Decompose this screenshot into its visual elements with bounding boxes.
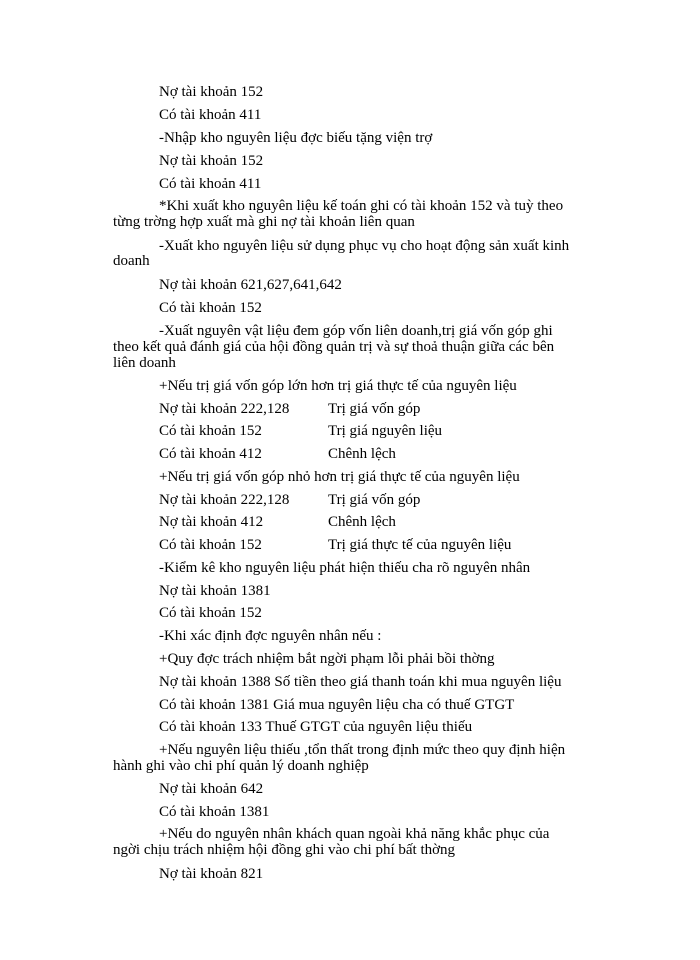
text-line: +Nếu do nguyên nhân khách quan ngoài khả năng khắc phục của <box>159 826 550 842</box>
text-line: Có tài khoản 133 Thuế GTGT của nguyên liệu thiếu <box>159 719 473 735</box>
text-line: Nợ tài khoản 222,128 <box>159 401 290 417</box>
text-line-note: Trị giá nguyên liệu <box>328 423 443 439</box>
text-line: -Xuất kho nguyên liệu sử dụng phục vụ cho hoạt động sản xuất kinh <box>159 238 570 254</box>
text-line: Nợ tài khoản 1381 <box>159 583 271 599</box>
text-line: Có tài khoản 411 <box>159 176 262 192</box>
text-line: +Quy đợc trách nhiệm bắt ngời phạm lỗi phải bồi thờng <box>159 651 495 667</box>
text-line: Có tài khoản 411 <box>159 107 262 123</box>
text-line: Có tài khoản 152 <box>159 537 262 553</box>
text-line: Nợ tài khoản 642 <box>159 781 264 797</box>
text-line-note: Trị giá vốn góp <box>328 492 421 508</box>
text-line: +Nếu nguyên liệu thiếu ,tổn thất trong định mức theo quy định hiện <box>159 742 566 758</box>
text-line: Nợ tài khoản 412 <box>159 514 264 530</box>
text-line-note: Trị giá vốn góp <box>328 401 421 417</box>
text-line: liên doanh <box>113 355 176 371</box>
text-line-note: Trị giá thực tế của nguyên liệu <box>328 537 512 553</box>
text-line-note: Chênh lệch <box>328 446 396 462</box>
text-line: Có tài khoản 152 <box>159 605 262 621</box>
text-line: Nợ tài khoản 1388 Số tiền theo giá thanh toán khi mua nguyên liệu <box>159 674 562 690</box>
text-line: -Khi xác định đợc nguyên nhân nếu : <box>159 628 382 644</box>
text-line: hành ghi vào chi phí quản lý doanh nghiệp <box>113 758 369 774</box>
text-line: Có tài khoản 412 <box>159 446 262 462</box>
text-line: Nợ tài khoản 152 <box>159 153 264 169</box>
text-line: +Nếu trị giá vốn góp lớn hơn trị giá thực tế của nguyên liệu <box>159 378 517 394</box>
text-line: -Xuất nguyên vật liệu đem góp vốn liên doanh,trị giá vốn góp ghi <box>159 323 553 339</box>
text-line: Có tài khoản 152 <box>159 423 262 439</box>
text-line-note: Chênh lệch <box>328 514 396 530</box>
text-line: doanh <box>113 253 150 269</box>
text-line: Nợ tài khoản 821 <box>159 866 264 882</box>
text-line: -Kiểm kê kho nguyên liệu phát hiện thiếu cha rõ nguyên nhân <box>159 560 531 576</box>
text-line: -Nhập kho nguyên liệu đợc biếu tặng viện trợ <box>159 130 433 146</box>
text-line: Nợ tài khoản 152 <box>159 84 264 100</box>
text-line: Có tài khoản 1381 <box>159 804 270 820</box>
text-line: ngời chịu trách nhiệm hội đồng ghi vào chi phí bất thờng <box>113 842 456 858</box>
text-line: Nợ tài khoản 222,128 <box>159 492 290 508</box>
text-line: theo kết quả đánh giá của hội đồng quản trị và sự thoả thuận giữa các bên <box>113 339 555 355</box>
text-line: Nợ tài khoản 621,627,641,642 <box>159 277 342 293</box>
text-line: *Khi xuất kho nguyên liệu kế toán ghi có tài khoản 152 và tuỳ theo <box>159 198 564 214</box>
text-line: +Nếu trị giá vốn góp nhỏ hơn trị giá thực tế của nguyên liệu <box>159 469 520 485</box>
text-line: Có tài khoản 1381 Giá mua nguyên liệu cha có thuế GTGT <box>159 697 515 713</box>
text-line: từng trờng hợp xuất mà ghi nợ tài khoản liên quan <box>113 214 415 230</box>
text-line: Có tài khoản 152 <box>159 300 262 316</box>
